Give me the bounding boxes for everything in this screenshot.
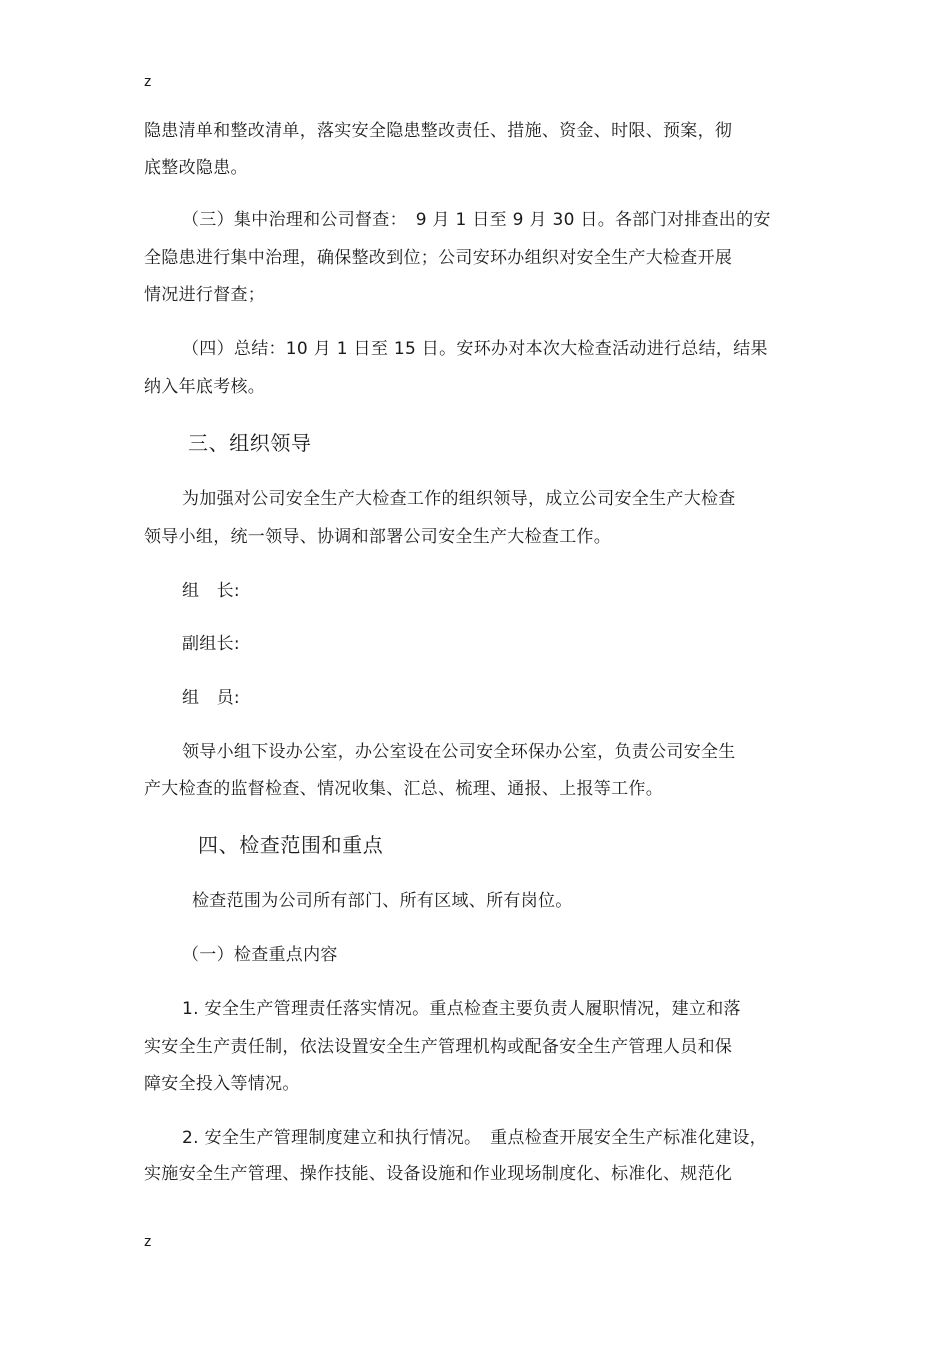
- paragraph-line: 1. 安全生产管理责任落实情况。重点检查主要负责人履职情况，建立和落: [182, 999, 741, 1019]
- leader-label: 组 长:: [182, 581, 240, 601]
- members-label: 组 员:: [182, 688, 240, 708]
- paragraph-line: 领导小组下设办公室，办公室设在公司安全环保办公室，负责公司安全生: [182, 742, 736, 762]
- paragraph-line: 为加强对公司安全生产大检查工作的组织领导，成立公司安全生产大检查: [182, 489, 736, 509]
- paragraph-line: 2. 安全生产管理制度建立和执行情况。 重点检查开展安全生产标准化建设，: [182, 1128, 767, 1148]
- subsection-heading: （一）检查重点内容: [182, 945, 338, 965]
- paragraph-line: （四）总结：10 月 1 日至 15 日。安环办对本次大检查活动进行总结，结果: [182, 339, 768, 359]
- paragraph-line: 产大检查的监督检查、情况收集、汇总、梳理、通报、上报等工作。: [144, 779, 663, 799]
- paragraph-line: 检查范围为公司所有部门、所有区域、所有岗位。: [192, 891, 573, 911]
- page-marker-bottom: z: [144, 1233, 152, 1250]
- paragraph-line: （三）集中治理和公司督查： 9 月 1 日至 9 月 30 日。各部门对排查出的安: [182, 210, 771, 230]
- paragraph-line: 全隐患进行集中治理，确保整改到位；公司安环办组织对安全生产大检查开展: [144, 248, 733, 268]
- paragraph-line: 底整改隐患。: [144, 158, 248, 178]
- section-heading-scope: 四、检查范围和重点: [198, 833, 384, 857]
- vice-leader-label: 副组长:: [182, 634, 240, 654]
- paragraph-line: 隐患清单和整改清单，落实安全隐患整改责任、措施、资金、时限、预案，彻: [144, 121, 733, 141]
- paragraph-line: 情况进行督查；: [144, 285, 266, 305]
- section-heading-organization: 三、组织领导: [188, 431, 312, 455]
- paragraph-line: 领导小组，统一领导、协调和部署公司安全生产大检查工作。: [144, 527, 612, 547]
- paragraph-line: 纳入年底考核。: [144, 377, 266, 397]
- paragraph-line: 实施安全生产管理、操作技能、设备设施和作业现场制度化、标准化、规范化: [144, 1164, 733, 1184]
- paragraph-line: 障安全投入等情况。: [144, 1074, 300, 1094]
- paragraph-line: 实安全生产责任制，依法设置安全生产管理机构或配备安全生产管理人员和保: [144, 1037, 733, 1057]
- page-marker-top: z: [144, 73, 152, 90]
